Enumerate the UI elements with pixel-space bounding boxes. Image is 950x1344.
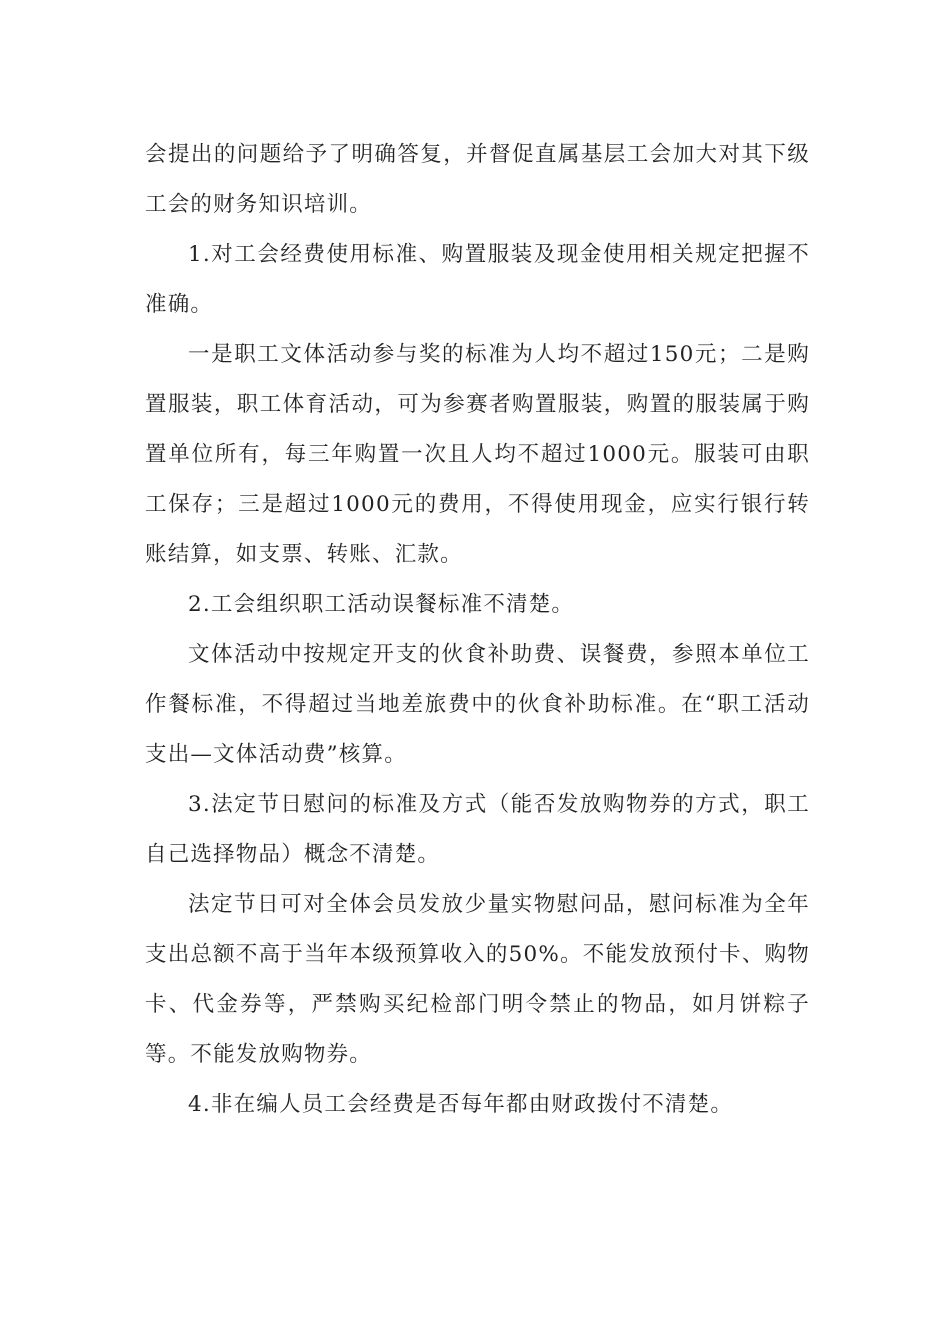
- paragraph-item-4-heading: 4.非在编人员工会经费是否每年都由财政拨付不清楚。: [188, 1092, 734, 1117]
- document-body: [145, 130, 810, 1130]
- paragraph-item-1-heading: 1.对工会经费使用标准、购置服装及现金使用相关规定把握不准确。: [145, 242, 810, 317]
- paragraph-item-1-body: 一是职工文体活动参与奖的标准为人均不超过150元；二是购置服装，职工体育活动，可为参赛者购置服装，购置的服装属于购置单位所有，每三年购置一次且人均不超过1000元。服装可由职工保存；三是超过1000元的费用，不得使用现金，应实行银行转账结算，如支票、转账、汇款。: [145, 342, 810, 567]
- paragraph-continuation: 会提出的问题给予了明确答复，并督促直属基层工会加大对其下级工会的财务知识培训。: [145, 142, 810, 217]
- paragraph-item-2-heading: 2.工会组织职工活动误餐标准不清楚。: [188, 592, 575, 617]
- paragraph-item-3-body: 法定节日可对全体会员发放少量实物慰问品，慰问标准为全年支出总额不高于当年本级预算收入的50%。不能发放预付卡、购物卡、代金券等，严禁购买纪检部门明令禁止的物品，如月饼粽子等。不能发放购物券。: [145, 892, 810, 1067]
- paragraph-item-3-heading: 3.法定节日慰问的标准及方式（能否发放购物券的方式，职工自己选择物品）概念不清楚。: [145, 792, 810, 867]
- paragraph-item-2-body: 文体活动中按规定开支的伙食补助费、误餐费，参照本单位工作餐标准，不得超过当地差旅费中的伙食补助标准。在“职工活动支出—文体活动费”核算。: [145, 642, 810, 767]
